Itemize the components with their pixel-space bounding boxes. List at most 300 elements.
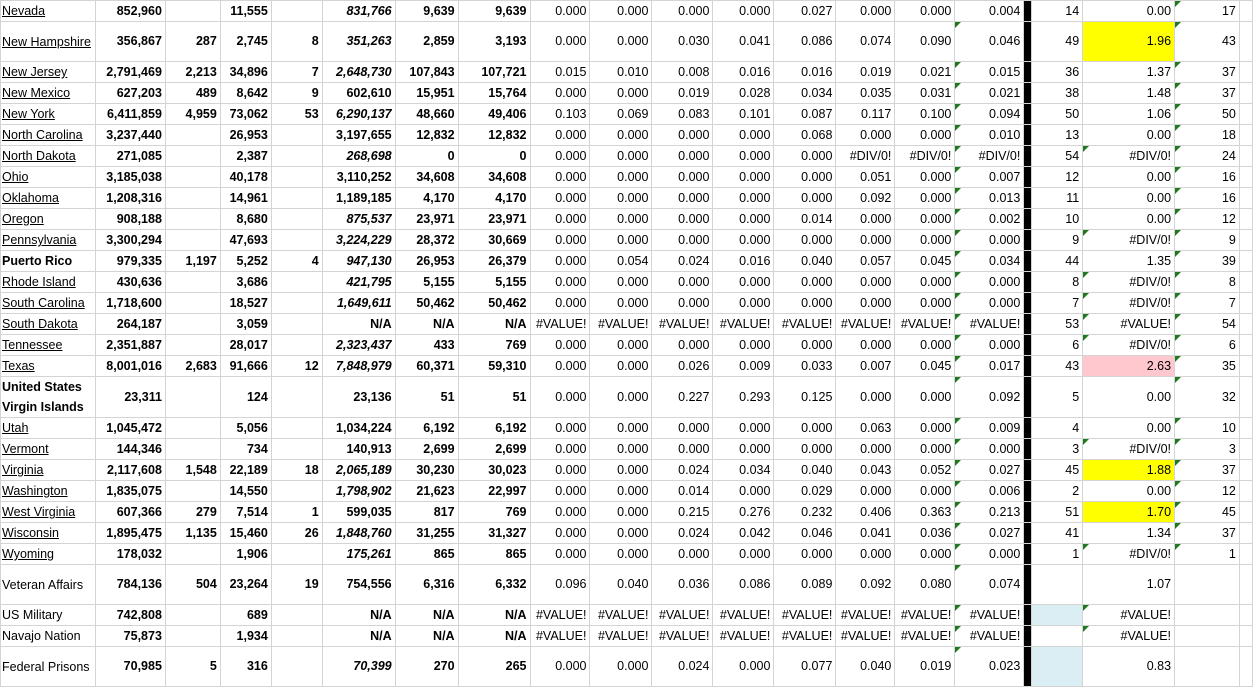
value-cell-6[interactable]: N/A <box>395 626 458 647</box>
column-separator[interactable] <box>1024 460 1032 481</box>
value-cell-5[interactable]: 421,795 <box>322 272 395 293</box>
rate-cell-1[interactable]: 0.000 <box>530 22 590 62</box>
rate-cell-6[interactable]: 0.000 <box>836 481 895 502</box>
value-cell-2[interactable]: 1,135 <box>165 523 220 544</box>
value-cell-4[interactable] <box>271 314 322 335</box>
rate-cell-4[interactable]: 0.000 <box>713 125 774 146</box>
rate-cell-5[interactable]: 0.000 <box>774 335 836 356</box>
value-cell-4[interactable] <box>271 1 322 22</box>
value-cell-4[interactable] <box>271 481 322 502</box>
empty-cell[interactable] <box>1239 418 1252 439</box>
rate-cell-5[interactable]: 0.000 <box>774 167 836 188</box>
value-cell-3[interactable]: 40,178 <box>220 167 271 188</box>
value-cell-6[interactable]: 270 <box>395 647 458 687</box>
last-rank-cell[interactable]: 32 <box>1175 377 1240 418</box>
total-cell[interactable]: 430,636 <box>95 272 165 293</box>
column-separator[interactable] <box>1024 523 1032 544</box>
rate-cell-7[interactable]: 0.000 <box>895 418 955 439</box>
column-separator[interactable] <box>1024 272 1032 293</box>
ratio-cell[interactable]: 1.35 <box>1083 251 1175 272</box>
value-cell-4[interactable]: 26 <box>271 523 322 544</box>
empty-cell[interactable] <box>1239 167 1252 188</box>
empty-cell[interactable] <box>1239 605 1252 626</box>
value-cell-5[interactable]: 599,035 <box>322 502 395 523</box>
jurisdiction-name-cell[interactable] <box>1 356 96 377</box>
rate-cell-6[interactable]: 0.000 <box>836 335 895 356</box>
value-cell-7[interactable]: 0 <box>458 146 530 167</box>
rate-cell-4[interactable]: 0.000 <box>713 544 774 565</box>
rate-cell-5[interactable]: 0.040 <box>774 460 836 481</box>
rate-cell-4[interactable]: 0.034 <box>713 460 774 481</box>
rank-cell[interactable] <box>1032 605 1083 626</box>
jurisdiction-link[interactable]: Vermont <box>2 442 49 456</box>
column-separator[interactable] <box>1024 62 1032 83</box>
ratio-cell[interactable]: #DIV/0! <box>1083 439 1175 460</box>
jurisdiction-name-cell[interactable] <box>1 272 96 293</box>
value-cell-2[interactable] <box>165 1 220 22</box>
ratio-cell[interactable]: 0.00 <box>1083 209 1175 230</box>
column-separator[interactable] <box>1024 335 1032 356</box>
rate-cell-2[interactable]: 0.000 <box>590 647 652 687</box>
column-separator[interactable] <box>1024 481 1032 502</box>
jurisdiction-link[interactable]: South Carolina <box>2 296 85 310</box>
value-cell-2[interactable]: 504 <box>165 565 220 605</box>
rate-cell-6[interactable]: #VALUE! <box>836 605 895 626</box>
empty-cell[interactable] <box>1239 335 1252 356</box>
jurisdiction-name-cell[interactable] <box>1 104 96 125</box>
rate-cell-2[interactable]: 0.000 <box>590 377 652 418</box>
last-rank-cell[interactable]: 3 <box>1175 439 1240 460</box>
rate-cell-8[interactable]: 0.021 <box>955 83 1024 104</box>
value-cell-4[interactable] <box>271 335 322 356</box>
rate-cell-7[interactable]: 0.000 <box>895 293 955 314</box>
rate-cell-7[interactable]: #VALUE! <box>895 314 955 335</box>
value-cell-4[interactable]: 4 <box>271 251 322 272</box>
value-cell-6[interactable]: 51 <box>395 377 458 418</box>
rate-cell-8[interactable]: #VALUE! <box>955 626 1024 647</box>
value-cell-7[interactable]: 30,669 <box>458 230 530 251</box>
last-rank-cell[interactable]: 39 <box>1175 251 1240 272</box>
value-cell-4[interactable] <box>271 230 322 251</box>
total-cell[interactable]: 852,960 <box>95 1 165 22</box>
rate-cell-5[interactable]: 0.016 <box>774 62 836 83</box>
total-cell[interactable]: 3,237,440 <box>95 125 165 146</box>
rate-cell-6[interactable]: 0.000 <box>836 272 895 293</box>
value-cell-5[interactable]: N/A <box>322 626 395 647</box>
value-cell-3[interactable]: 18,527 <box>220 293 271 314</box>
rank-cell[interactable]: 50 <box>1032 104 1083 125</box>
value-cell-3[interactable]: 47,693 <box>220 230 271 251</box>
value-cell-7[interactable]: 2,699 <box>458 439 530 460</box>
total-cell[interactable]: 75,873 <box>95 626 165 647</box>
rate-cell-8[interactable]: 0.010 <box>955 125 1024 146</box>
rate-cell-5[interactable]: 0.040 <box>774 251 836 272</box>
rate-cell-3[interactable]: 0.000 <box>652 272 713 293</box>
rate-cell-6[interactable]: 0.019 <box>836 62 895 83</box>
total-cell[interactable]: 3,185,038 <box>95 167 165 188</box>
jurisdiction-name-cell[interactable] <box>1 1 96 22</box>
jurisdiction-name-cell[interactable] <box>1 565 96 605</box>
value-cell-3[interactable]: 2,387 <box>220 146 271 167</box>
total-cell[interactable]: 607,366 <box>95 502 165 523</box>
value-cell-7[interactable]: N/A <box>458 605 530 626</box>
rate-cell-8[interactable]: 0.094 <box>955 104 1024 125</box>
jurisdiction-link[interactable]: South Dakota <box>2 317 78 331</box>
rate-cell-8[interactable]: 0.027 <box>955 460 1024 481</box>
rate-cell-2[interactable]: 0.000 <box>590 523 652 544</box>
value-cell-2[interactable]: 5 <box>165 647 220 687</box>
rate-cell-4[interactable]: 0.016 <box>713 251 774 272</box>
value-cell-5[interactable]: 1,848,760 <box>322 523 395 544</box>
rate-cell-8[interactable]: 0.013 <box>955 188 1024 209</box>
value-cell-6[interactable]: N/A <box>395 605 458 626</box>
column-separator[interactable] <box>1024 125 1032 146</box>
rate-cell-5[interactable]: 0.000 <box>774 293 836 314</box>
value-cell-3[interactable]: 2,745 <box>220 22 271 62</box>
last-rank-cell[interactable]: 12 <box>1175 481 1240 502</box>
last-rank-cell[interactable] <box>1175 565 1240 605</box>
empty-cell[interactable] <box>1239 293 1252 314</box>
rate-cell-1[interactable]: 0.000 <box>530 377 590 418</box>
rate-cell-5[interactable]: 0.068 <box>774 125 836 146</box>
rate-cell-1[interactable]: 0.000 <box>530 502 590 523</box>
empty-cell[interactable] <box>1239 502 1252 523</box>
rate-cell-6[interactable]: 0.040 <box>836 647 895 687</box>
empty-cell[interactable] <box>1239 272 1252 293</box>
jurisdiction-link[interactable]: Oklahoma <box>2 191 59 205</box>
column-separator[interactable] <box>1024 251 1032 272</box>
jurisdiction-name-cell[interactable] <box>1 502 96 523</box>
rate-cell-1[interactable]: 0.015 <box>530 62 590 83</box>
jurisdiction-name-cell[interactable] <box>1 481 96 502</box>
value-cell-5[interactable]: 2,648,730 <box>322 62 395 83</box>
rate-cell-4[interactable]: 0.000 <box>713 293 774 314</box>
value-cell-5[interactable]: 2,323,437 <box>322 335 395 356</box>
value-cell-5[interactable]: 3,110,252 <box>322 167 395 188</box>
rate-cell-7[interactable]: 0.045 <box>895 356 955 377</box>
rate-cell-4[interactable]: 0.000 <box>713 167 774 188</box>
value-cell-5[interactable]: 831,766 <box>322 1 395 22</box>
jurisdiction-link[interactable]: Virginia <box>2 463 44 477</box>
value-cell-4[interactable] <box>271 188 322 209</box>
rate-cell-8[interactable]: 0.000 <box>955 293 1024 314</box>
value-cell-3[interactable]: 1,906 <box>220 544 271 565</box>
empty-cell[interactable] <box>1239 544 1252 565</box>
value-cell-3[interactable]: 14,961 <box>220 188 271 209</box>
rate-cell-1[interactable]: 0.000 <box>530 1 590 22</box>
ratio-cell[interactable]: 1.88 <box>1083 460 1175 481</box>
rate-cell-6[interactable]: #VALUE! <box>836 626 895 647</box>
empty-cell[interactable] <box>1239 104 1252 125</box>
column-separator[interactable] <box>1024 209 1032 230</box>
value-cell-5[interactable]: 7,848,979 <box>322 356 395 377</box>
empty-cell[interactable] <box>1239 314 1252 335</box>
rate-cell-4[interactable]: 0.016 <box>713 62 774 83</box>
rate-cell-7[interactable]: 0.045 <box>895 251 955 272</box>
value-cell-2[interactable] <box>165 146 220 167</box>
value-cell-6[interactable]: 12,832 <box>395 125 458 146</box>
ratio-cell[interactable]: 1.48 <box>1083 83 1175 104</box>
value-cell-6[interactable]: 2,699 <box>395 439 458 460</box>
rate-cell-6[interactable]: 0.000 <box>836 230 895 251</box>
rate-cell-2[interactable]: #VALUE! <box>590 605 652 626</box>
value-cell-5[interactable]: 1,798,902 <box>322 481 395 502</box>
rank-cell[interactable]: 10 <box>1032 209 1083 230</box>
rate-cell-3[interactable]: 0.014 <box>652 481 713 502</box>
ratio-cell[interactable]: 0.00 <box>1083 1 1175 22</box>
rate-cell-6[interactable]: 0.063 <box>836 418 895 439</box>
rate-cell-7[interactable]: 0.052 <box>895 460 955 481</box>
rate-cell-5[interactable]: 0.232 <box>774 502 836 523</box>
rate-cell-1[interactable]: #VALUE! <box>530 626 590 647</box>
rate-cell-8[interactable]: 0.002 <box>955 209 1024 230</box>
rate-cell-3[interactable]: 0.000 <box>652 230 713 251</box>
value-cell-4[interactable] <box>271 647 322 687</box>
value-cell-3[interactable]: 8,680 <box>220 209 271 230</box>
jurisdiction-link[interactable]: Wisconsin <box>2 526 59 540</box>
rate-cell-5[interactable]: 0.087 <box>774 104 836 125</box>
value-cell-6[interactable]: 107,843 <box>395 62 458 83</box>
rate-cell-1[interactable]: 0.000 <box>530 251 590 272</box>
rank-cell[interactable]: 54 <box>1032 146 1083 167</box>
total-cell[interactable]: 178,032 <box>95 544 165 565</box>
rate-cell-7[interactable]: 0.019 <box>895 647 955 687</box>
ratio-cell[interactable]: #DIV/0! <box>1083 146 1175 167</box>
empty-cell[interactable] <box>1239 146 1252 167</box>
value-cell-4[interactable] <box>271 377 322 418</box>
rate-cell-7[interactable]: 0.000 <box>895 209 955 230</box>
value-cell-2[interactable]: 2,213 <box>165 62 220 83</box>
value-cell-6[interactable]: 28,372 <box>395 230 458 251</box>
value-cell-3[interactable]: 316 <box>220 647 271 687</box>
rate-cell-3[interactable]: 0.024 <box>652 647 713 687</box>
jurisdiction-name-cell[interactable] <box>1 377 96 418</box>
value-cell-4[interactable] <box>271 293 322 314</box>
value-cell-6[interactable]: 5,155 <box>395 272 458 293</box>
value-cell-3[interactable]: 7,514 <box>220 502 271 523</box>
rate-cell-1[interactable]: 0.000 <box>530 230 590 251</box>
value-cell-7[interactable]: 23,971 <box>458 209 530 230</box>
rate-cell-4[interactable]: 0.000 <box>713 188 774 209</box>
value-cell-2[interactable] <box>165 481 220 502</box>
ratio-cell[interactable]: 2.63 <box>1083 356 1175 377</box>
rate-cell-8[interactable]: 0.007 <box>955 167 1024 188</box>
rank-cell[interactable]: 11 <box>1032 188 1083 209</box>
value-cell-7[interactable]: N/A <box>458 626 530 647</box>
rate-cell-2[interactable]: 0.000 <box>590 167 652 188</box>
ratio-cell[interactable]: 1.07 <box>1083 565 1175 605</box>
rate-cell-4[interactable]: 0.028 <box>713 83 774 104</box>
rate-cell-7[interactable]: 0.000 <box>895 230 955 251</box>
rate-cell-8[interactable]: 0.009 <box>955 418 1024 439</box>
jurisdiction-name-cell[interactable] <box>1 460 96 481</box>
value-cell-3[interactable]: 11,555 <box>220 1 271 22</box>
empty-cell[interactable] <box>1239 209 1252 230</box>
jurisdiction-link[interactable]: Texas <box>2 359 35 373</box>
last-rank-cell[interactable]: 8 <box>1175 272 1240 293</box>
rate-cell-3[interactable]: #VALUE! <box>652 605 713 626</box>
ratio-cell[interactable]: 0.00 <box>1083 188 1175 209</box>
rate-cell-3[interactable]: 0.024 <box>652 523 713 544</box>
rate-cell-2[interactable]: 0.000 <box>590 356 652 377</box>
rate-cell-4[interactable]: 0.000 <box>713 647 774 687</box>
last-rank-cell[interactable] <box>1175 605 1240 626</box>
value-cell-2[interactable] <box>165 188 220 209</box>
value-cell-4[interactable] <box>271 272 322 293</box>
rate-cell-5[interactable]: 0.000 <box>774 188 836 209</box>
rate-cell-7[interactable]: 0.080 <box>895 565 955 605</box>
jurisdiction-name-cell[interactable] <box>1 209 96 230</box>
value-cell-3[interactable]: 28,017 <box>220 335 271 356</box>
column-separator[interactable] <box>1024 230 1032 251</box>
value-cell-7[interactable]: 50,462 <box>458 293 530 314</box>
value-cell-6[interactable]: 31,255 <box>395 523 458 544</box>
rank-cell[interactable]: 2 <box>1032 481 1083 502</box>
jurisdiction-link[interactable]: New Hampshire <box>2 34 91 49</box>
rate-cell-1[interactable]: 0.000 <box>530 523 590 544</box>
rate-cell-8[interactable]: #VALUE! <box>955 605 1024 626</box>
last-rank-cell[interactable]: 54 <box>1175 314 1240 335</box>
rate-cell-1[interactable]: 0.000 <box>530 125 590 146</box>
rank-cell[interactable]: 3 <box>1032 439 1083 460</box>
column-separator[interactable] <box>1024 565 1032 605</box>
last-rank-cell[interactable]: 35 <box>1175 356 1240 377</box>
value-cell-6[interactable]: 21,623 <box>395 481 458 502</box>
rate-cell-6[interactable]: 0.000 <box>836 377 895 418</box>
rate-cell-3[interactable]: 0.000 <box>652 188 713 209</box>
rate-cell-4[interactable]: 0.041 <box>713 22 774 62</box>
ratio-cell[interactable]: 1.37 <box>1083 62 1175 83</box>
value-cell-5[interactable]: 23,136 <box>322 377 395 418</box>
jurisdiction-link[interactable]: New Mexico <box>2 86 71 100</box>
rate-cell-2[interactable]: 0.000 <box>590 502 652 523</box>
total-cell[interactable]: 2,351,887 <box>95 335 165 356</box>
empty-cell[interactable] <box>1239 230 1252 251</box>
rate-cell-3[interactable]: #VALUE! <box>652 314 713 335</box>
rate-cell-3[interactable]: 0.030 <box>652 22 713 62</box>
rank-cell[interactable] <box>1032 647 1083 687</box>
rate-cell-4[interactable]: 0.086 <box>713 565 774 605</box>
rank-cell[interactable] <box>1032 626 1083 647</box>
total-cell[interactable]: 3,300,294 <box>95 230 165 251</box>
value-cell-2[interactable]: 287 <box>165 22 220 62</box>
value-cell-2[interactable] <box>165 272 220 293</box>
rate-cell-2[interactable]: 0.054 <box>590 251 652 272</box>
rate-cell-6[interactable]: 0.000 <box>836 1 895 22</box>
rate-cell-5[interactable]: 0.014 <box>774 209 836 230</box>
rate-cell-1[interactable]: 0.000 <box>530 544 590 565</box>
value-cell-3[interactable]: 5,252 <box>220 251 271 272</box>
value-cell-5[interactable]: 140,913 <box>322 439 395 460</box>
value-cell-2[interactable]: 279 <box>165 502 220 523</box>
last-rank-cell[interactable]: 50 <box>1175 104 1240 125</box>
rate-cell-1[interactable]: 0.000 <box>530 188 590 209</box>
jurisdiction-name-cell[interactable] <box>1 439 96 460</box>
rate-cell-6[interactable]: 0.000 <box>836 293 895 314</box>
column-separator[interactable] <box>1024 605 1032 626</box>
rate-cell-6[interactable]: 0.007 <box>836 356 895 377</box>
total-cell[interactable]: 8,001,016 <box>95 356 165 377</box>
value-cell-6[interactable]: 30,230 <box>395 460 458 481</box>
rate-cell-8[interactable]: #DIV/0! <box>955 146 1024 167</box>
rate-cell-6[interactable]: 0.406 <box>836 502 895 523</box>
last-rank-cell[interactable]: 24 <box>1175 146 1240 167</box>
rank-cell[interactable]: 5 <box>1032 377 1083 418</box>
column-separator[interactable] <box>1024 22 1032 62</box>
rate-cell-7[interactable]: 0.000 <box>895 125 955 146</box>
value-cell-6[interactable]: 9,639 <box>395 1 458 22</box>
empty-cell[interactable] <box>1239 523 1252 544</box>
rate-cell-2[interactable]: 0.000 <box>590 22 652 62</box>
value-cell-7[interactable]: 769 <box>458 502 530 523</box>
rate-cell-2[interactable]: 0.069 <box>590 104 652 125</box>
value-cell-7[interactable]: 6,332 <box>458 565 530 605</box>
rate-cell-4[interactable]: 0.000 <box>713 230 774 251</box>
rate-cell-7[interactable]: 0.100 <box>895 104 955 125</box>
rank-cell[interactable]: 51 <box>1032 502 1083 523</box>
value-cell-3[interactable]: 15,460 <box>220 523 271 544</box>
empty-cell[interactable] <box>1239 1 1252 22</box>
jurisdiction-name-cell[interactable] <box>1 167 96 188</box>
value-cell-7[interactable]: 4,170 <box>458 188 530 209</box>
total-cell[interactable]: 742,808 <box>95 605 165 626</box>
value-cell-7[interactable]: 9,639 <box>458 1 530 22</box>
rate-cell-4[interactable]: 0.293 <box>713 377 774 418</box>
jurisdiction-link[interactable]: Wyoming <box>2 547 54 561</box>
value-cell-3[interactable]: 14,550 <box>220 481 271 502</box>
ratio-cell[interactable]: 0.00 <box>1083 481 1175 502</box>
rate-cell-5[interactable]: 0.033 <box>774 356 836 377</box>
value-cell-6[interactable]: 6,316 <box>395 565 458 605</box>
value-cell-2[interactable] <box>165 377 220 418</box>
jurisdiction-name-cell[interactable] <box>1 314 96 335</box>
last-rank-cell[interactable]: 37 <box>1175 460 1240 481</box>
rate-cell-1[interactable]: 0.103 <box>530 104 590 125</box>
value-cell-2[interactable] <box>165 605 220 626</box>
rate-cell-5[interactable]: 0.125 <box>774 377 836 418</box>
rate-cell-5[interactable]: 0.000 <box>774 146 836 167</box>
rate-cell-6[interactable]: 0.000 <box>836 439 895 460</box>
rate-cell-6[interactable]: 0.057 <box>836 251 895 272</box>
total-cell[interactable]: 979,335 <box>95 251 165 272</box>
last-rank-cell[interactable]: 37 <box>1175 523 1240 544</box>
rate-cell-6[interactable]: 0.092 <box>836 188 895 209</box>
rate-cell-4[interactable]: #VALUE! <box>713 626 774 647</box>
rate-cell-1[interactable]: 0.000 <box>530 293 590 314</box>
rate-cell-5[interactable]: 0.000 <box>774 544 836 565</box>
rate-cell-7[interactable]: 0.000 <box>895 272 955 293</box>
value-cell-4[interactable] <box>271 605 322 626</box>
rate-cell-7[interactable]: #VALUE! <box>895 626 955 647</box>
ratio-cell[interactable]: 1.34 <box>1083 523 1175 544</box>
value-cell-6[interactable]: 6,192 <box>395 418 458 439</box>
column-separator[interactable] <box>1024 356 1032 377</box>
rate-cell-4[interactable]: #VALUE! <box>713 605 774 626</box>
rate-cell-6[interactable]: #VALUE! <box>836 314 895 335</box>
value-cell-2[interactable] <box>165 439 220 460</box>
value-cell-7[interactable]: 31,327 <box>458 523 530 544</box>
value-cell-2[interactable]: 1,548 <box>165 460 220 481</box>
empty-cell[interactable] <box>1239 83 1252 104</box>
rate-cell-8[interactable]: 0.004 <box>955 1 1024 22</box>
jurisdiction-link[interactable]: Washington <box>2 484 68 498</box>
total-cell[interactable]: 1,045,472 <box>95 418 165 439</box>
rate-cell-1[interactable]: 0.000 <box>530 460 590 481</box>
rate-cell-8[interactable]: 0.000 <box>955 544 1024 565</box>
rate-cell-2[interactable]: 0.000 <box>590 83 652 104</box>
value-cell-5[interactable]: 3,224,229 <box>322 230 395 251</box>
jurisdiction-link[interactable]: Oregon <box>2 212 44 226</box>
